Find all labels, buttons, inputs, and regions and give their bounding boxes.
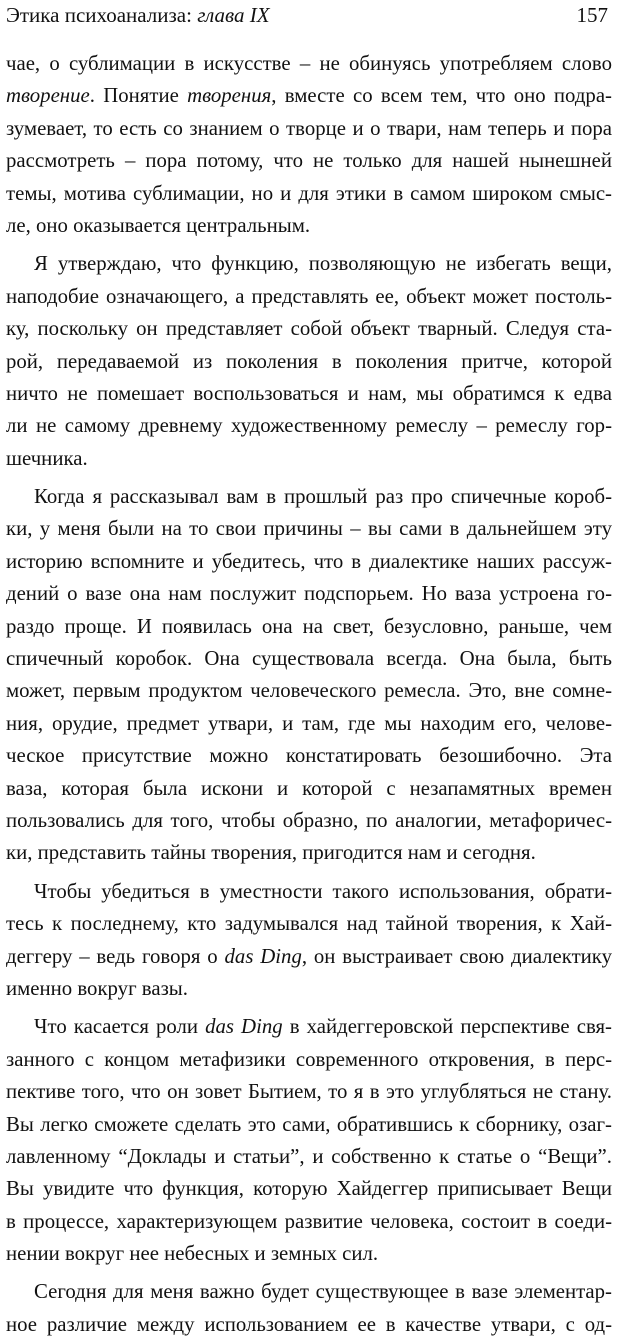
text-segment: ли не самому древнему художественному ремеслу – ремеслу гор- [6, 414, 612, 438]
text-line [6, 546, 612, 578]
text-segment: ничто не помешает воспользоваться и нам, мы обратимся к едва [6, 381, 612, 405]
italic-term: творения [187, 84, 272, 108]
italic-term: das Ding [224, 944, 302, 968]
text-line [6, 281, 612, 313]
text-segment: ваза, которая была искони и которой с незапамятных времен [6, 776, 612, 800]
text-segment: ки, представить тайны творения, пригодится нам и сегодня. [6, 841, 536, 865]
text-line [6, 1309, 612, 1341]
text-segment: нении вокруг нее небесных и земных сил. [6, 1242, 379, 1266]
text-segment: , он выстраивает свою диалектику [301, 944, 612, 968]
text-segment: ку, поскольку он представляет собой объект тварный. Следуя ста- [6, 317, 612, 341]
text-segment: именно вокруг вазы. [6, 976, 188, 1000]
text-segment: . Понятие [89, 84, 188, 108]
text-line [6, 1276, 612, 1308]
text-segment: Вы увидите что функция, которую Хайдеггер приписывает Вещи [6, 1177, 612, 1201]
body-text [6, 48, 612, 1341]
italic-term: творение [6, 84, 90, 108]
text-segment: Что касается роли [34, 1015, 206, 1039]
text-line [6, 1011, 612, 1043]
text-line [6, 178, 612, 210]
text-segment: может, первым продуктом человеческого ремесла. Это, вне сомне- [6, 679, 612, 703]
text-segment: дений о вазе она нам послужит подспорьем. Но ваза устроена го- [6, 582, 612, 606]
text-segment: пользовались для того, чтобы образно, по аналогии, метафоричес- [6, 808, 612, 832]
text-line [6, 1109, 612, 1141]
text-line [6, 773, 612, 805]
text-line [6, 643, 612, 675]
text-line [6, 1173, 612, 1205]
text-segment: ное различие между использованием ее в качестве утвари, с од- [6, 1312, 612, 1336]
text-segment: рой, передаваемой из поколения в поколения притче, которой [6, 349, 612, 373]
text-segment: ле, оно оказывается центральным. [6, 213, 311, 237]
text-line [6, 973, 612, 1005]
text-line [6, 805, 612, 837]
italic-term: das Ding [205, 1015, 283, 1039]
text-segment: пективе того, что он зовет Бытием, то я в это углубляться не стану. [6, 1080, 612, 1104]
text-segment: ния, орудие, предмет утвари, и там, где мы находим его, челове- [6, 711, 612, 735]
text-line [6, 378, 612, 410]
text-segment: , вместе со всем тем, что оно подра- [271, 84, 612, 108]
text-line [6, 410, 612, 442]
text-segment: темы, мотива сублимации, но и для этики в самом широком смыс- [6, 181, 612, 205]
text-segment: раздо проще. И появилась она на свет, безусловно, раньше, чем [6, 614, 612, 638]
text-line [6, 210, 612, 242]
text-line [6, 145, 612, 177]
page-number: 157 [576, 3, 608, 27]
text-segment: Когда я рассказывал вам в прошлый раз про спичечные короб- [34, 485, 612, 509]
text-line [6, 1076, 612, 1108]
text-segment: тесь к последнему, кто задумывался над тайной творения, к Хай- [6, 912, 612, 936]
text-segment: наподобие означающего, а представлять ее, объект может постоль- [6, 284, 612, 308]
text-line [6, 113, 612, 145]
running-head [6, 2, 270, 28]
text-segment: ки, у меня были на то свои причины – вы сами в дальнейшем эту [6, 517, 612, 541]
text-line [6, 876, 612, 908]
text-segment: зумевает, то есть со знанием о творце и о твари, нам теперь и пора [6, 116, 612, 140]
text-segment: в хайдеггеровской перспективе свя- [282, 1015, 612, 1039]
text-segment: лавленному “Доклады и статьи”, и собственно к статье о “Вещи”. [6, 1144, 612, 1168]
text-segment: историю вспомните и убедитесь, что в диалектике наших рассуж- [6, 549, 612, 573]
text-segment: деггеру – ведь говоря о [6, 944, 225, 968]
text-line [6, 837, 612, 869]
text-line [6, 443, 612, 475]
text-segment: рассмотреть – пора потому, что не только для нашей нынешней [6, 149, 612, 173]
text-line [6, 675, 612, 707]
text-line [6, 611, 612, 643]
text-segment: шечника. [6, 446, 88, 470]
text-line [6, 248, 612, 280]
text-segment: Чтобы убедиться в уместности такого использования, обрати- [34, 879, 612, 903]
text-line [6, 1141, 612, 1173]
text-line [6, 80, 612, 112]
text-line [6, 708, 612, 740]
text-line [6, 908, 612, 940]
text-line [6, 740, 612, 772]
text-line [6, 1238, 612, 1270]
text-line [6, 941, 612, 973]
text-line [6, 513, 612, 545]
text-segment: Вы легко сможете сделать это сами, обратившись к сборнику, озаг- [6, 1112, 612, 1136]
text-line [6, 313, 612, 345]
running-head-chapter: глава IX [197, 3, 270, 27]
text-line [6, 346, 612, 378]
text-segment: чае, о сублимации в искусстве – не обинуясь употребляем слово [6, 52, 612, 75]
text-line [6, 1044, 612, 1076]
text-segment: ческое присутствие можно констатировать безошибочно. Эта [6, 744, 612, 768]
text-line [6, 48, 612, 80]
text-segment: спичечный коробок. Она существовала всегда. Она была, быть [6, 647, 612, 671]
text-line [6, 578, 612, 610]
running-head-title: Этика психоанализа: [6, 3, 198, 27]
text-segment: Сегодня для меня важно будет существующее в вазе элементар- [34, 1280, 612, 1304]
text-line [6, 1206, 612, 1238]
text-segment: Я утверждаю, что функцию, позволяющую не избегать вещи, [34, 252, 612, 276]
text-segment: в процессе, характеризующем развитие человека, состоит в соеди- [6, 1209, 612, 1233]
text-line [6, 481, 612, 513]
text-segment: занного с концом метафизики современного откровения, в перс- [6, 1047, 612, 1071]
